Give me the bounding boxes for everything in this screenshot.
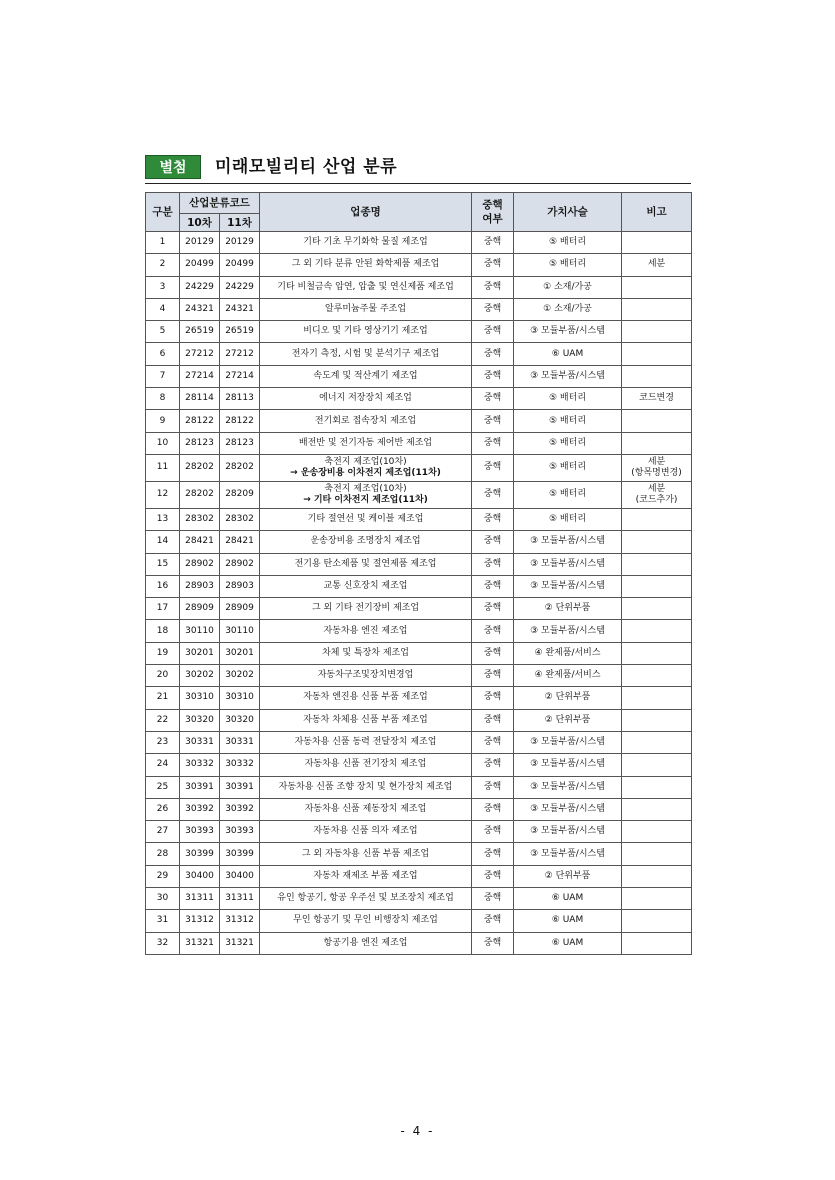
code-10: 30320 [180,709,220,731]
focus-flag: 중핵 [472,731,514,753]
value-chain: ⑤ 배터리 [514,432,622,454]
code-10: 30392 [180,798,220,820]
focus-flag: 중핵 [472,276,514,298]
row-number: 26 [146,798,180,820]
industry-name: 전자기 측정, 시험 및 분석기구 제조업 [260,343,472,365]
industry-name-line2: → 운송장비용 이차전지 제조업(11차) [290,467,441,478]
row-number: 32 [146,932,180,954]
value-chain: ① 소재/가공 [514,276,622,298]
header-focus: 중핵 여부 [472,193,514,232]
industry-name-line1: 축전지 제조업(10차) [324,456,407,467]
code-11: 28903 [220,575,260,597]
table-row [146,598,692,620]
row-number: 15 [146,553,180,575]
code-11: 28123 [220,432,260,454]
table-row [146,731,692,753]
row-number: 19 [146,642,180,664]
note [622,454,692,481]
row-number: 4 [146,298,180,320]
note [622,598,692,620]
focus-flag: 중핵 [472,432,514,454]
table-row [146,888,692,910]
focus-flag: 중핵 [472,888,514,910]
code-11: 20129 [220,232,260,254]
row-number: 31 [146,910,180,932]
industry-name: 그 외 자동차용 신품 부품 제조업 [260,843,472,865]
code-10: 26519 [180,321,220,343]
industry-name: 자동차용 신품 전기장치 제조업 [260,754,472,776]
industry-name: 자동차용 신품 의자 제조업 [260,821,472,843]
value-chain: ③ 모듈부품/시스템 [514,754,622,776]
table-row [146,843,692,865]
code-10: 28122 [180,410,220,432]
code-10: 31311 [180,888,220,910]
code-11: 31311 [220,888,260,910]
focus-flag: 중핵 [472,365,514,387]
code-11: 31312 [220,910,260,932]
note [622,508,692,530]
note-line1: 세분 [647,456,666,467]
industry-name: 전기회로 접속장치 제조업 [260,410,472,432]
table-row [146,910,692,932]
value-chain: ⑤ 배터리 [514,454,622,481]
focus-flag: 중핵 [472,321,514,343]
value-chain: ③ 모듈부품/시스템 [514,731,622,753]
table-row [146,798,692,820]
value-chain: ⑤ 배터리 [514,481,622,508]
industry-name: 자동차 재제조 부품 제조업 [260,865,472,887]
note [622,910,692,932]
row-number: 7 [146,365,180,387]
code-11: 30201 [220,642,260,664]
code-11: 30391 [220,776,260,798]
value-chain: ③ 모듈부품/시스템 [514,798,622,820]
industry-name: 배전반 및 전기자동 제어반 제조업 [260,432,472,454]
code-10: 20129 [180,232,220,254]
table-row [146,432,692,454]
code-11: 30110 [220,620,260,642]
value-chain: ⑤ 배터리 [514,254,622,276]
note [622,843,692,865]
code-11: 28113 [220,388,260,410]
code-10: 30202 [180,665,220,687]
code-10: 28421 [180,531,220,553]
focus-flag: 중핵 [472,254,514,276]
row-number: 18 [146,620,180,642]
table-row [146,665,692,687]
focus-flag: 중핵 [472,508,514,530]
code-10: 31321 [180,932,220,954]
code-10: 30391 [180,776,220,798]
note: 세분 [622,254,692,276]
focus-flag: 중핵 [472,932,514,954]
industry-name: 비디오 및 기타 영상기기 제조업 [260,321,472,343]
code-10: 31312 [180,910,220,932]
note [622,731,692,753]
header-value-chain: 가치사슬 [514,193,622,232]
code-10: 30310 [180,687,220,709]
note [622,665,692,687]
row-number: 5 [146,321,180,343]
value-chain: ⑤ 배터리 [514,410,622,432]
code-11: 30400 [220,865,260,887]
industry-name: 전기용 탄소제품 및 절연제품 제조업 [260,553,472,575]
industry-name: 무인 항공기 및 무인 비행장치 제조업 [260,910,472,932]
header-no: 구분 [146,193,180,232]
industry-name: 기타 기초 무기화학 물질 제조업 [260,232,472,254]
note [622,687,692,709]
value-chain: ⑥ UAM [514,932,622,954]
note [622,798,692,820]
note [622,531,692,553]
code-10: 30400 [180,865,220,887]
value-chain: ③ 모듈부품/시스템 [514,365,622,387]
industry-name: 유인 항공기, 항공 우주선 및 보조장치 제조업 [260,888,472,910]
code-11: 28421 [220,531,260,553]
table-row [146,365,692,387]
code-10: 20499 [180,254,220,276]
industry-name: 기타 절연선 및 케이블 제조업 [260,508,472,530]
value-chain: ④ 완제품/서비스 [514,642,622,664]
table-row [146,321,692,343]
code-11: 30332 [220,754,260,776]
code-11: 28209 [220,481,260,508]
code-11: 26519 [220,321,260,343]
table-row [146,276,692,298]
code-11: 24229 [220,276,260,298]
row-number: 9 [146,410,180,432]
code-11: 30310 [220,687,260,709]
value-chain: ⑤ 배터리 [514,508,622,530]
code-11: 30392 [220,798,260,820]
code-10: 24321 [180,298,220,320]
note [622,709,692,731]
note-line2: (코드추가) [635,494,678,505]
focus-flag: 중핵 [472,798,514,820]
focus-flag: 중핵 [472,481,514,508]
table-body [146,232,692,955]
row-number: 3 [146,276,180,298]
header-code10: 10차 [180,214,220,232]
table-row [146,776,692,798]
row-number: 27 [146,821,180,843]
row-number: 6 [146,343,180,365]
industry-name: 차체 및 특장차 제조업 [260,642,472,664]
note [622,776,692,798]
focus-flag: 중핵 [472,232,514,254]
table-row [146,388,692,410]
row-number: 1 [146,232,180,254]
code-11: 31321 [220,932,260,954]
focus-flag: 중핵 [472,575,514,597]
industry-name: 기타 비철금속 압연, 압출 및 연신제품 제조업 [260,276,472,298]
focus-flag: 중핵 [472,531,514,553]
code-10: 30331 [180,731,220,753]
value-chain: ③ 모듈부품/시스템 [514,843,622,865]
value-chain: ⑥ UAM [514,910,622,932]
value-chain: ③ 모듈부품/시스템 [514,776,622,798]
row-number: 2 [146,254,180,276]
industry-name: 항공기용 엔진 제조업 [260,932,472,954]
note: 코드변경 [622,388,692,410]
table-row [146,508,692,530]
table-row [146,298,692,320]
table-row [146,553,692,575]
note [622,642,692,664]
code-10: 27212 [180,343,220,365]
row-number: 28 [146,843,180,865]
industry-name [260,454,472,481]
row-number: 22 [146,709,180,731]
code-10: 30332 [180,754,220,776]
value-chain: ③ 모듈부품/시스템 [514,531,622,553]
industry-name: 운송장비용 조명장치 제조업 [260,531,472,553]
code-11: 30331 [220,731,260,753]
value-chain: ③ 모듈부품/시스템 [514,620,622,642]
table-row [146,410,692,432]
value-chain: ③ 모듈부품/시스템 [514,821,622,843]
focus-flag: 중핵 [472,410,514,432]
code-11: 30393 [220,821,260,843]
industry-name-line1: 축전지 제조업(10차) [324,483,407,494]
table-row [146,754,692,776]
table-row [146,343,692,365]
value-chain: ② 단위부품 [514,598,622,620]
code-10: 28123 [180,432,220,454]
code-10: 24229 [180,276,220,298]
industry-name: 자동차구조및장치변경업 [260,665,472,687]
note [622,932,692,954]
note [622,321,692,343]
industry-name: 알루미늄주물 주조업 [260,298,472,320]
focus-flag: 중핵 [472,553,514,575]
note [622,620,692,642]
header-name: 업종명 [260,193,472,232]
row-number: 20 [146,665,180,687]
code-10: 30110 [180,620,220,642]
code-11: 28909 [220,598,260,620]
note [622,276,692,298]
industry-name [260,481,472,508]
code-10: 27214 [180,365,220,387]
note [622,432,692,454]
row-number: 12 [146,481,180,508]
note [622,481,692,508]
focus-flag: 중핵 [472,454,514,481]
note [622,298,692,320]
focus-flag: 중핵 [472,821,514,843]
industry-name: 자동차용 엔진 제조업 [260,620,472,642]
code-10: 30399 [180,843,220,865]
code-11: 28202 [220,454,260,481]
industry-classification-table [145,192,692,955]
code-11: 30202 [220,665,260,687]
focus-flag: 중핵 [472,687,514,709]
industry-name: 자동차 엔진용 신품 부품 제조업 [260,687,472,709]
table-row [146,454,692,481]
focus-flag: 중핵 [472,709,514,731]
table-row [146,232,692,254]
code-10: 28903 [180,575,220,597]
focus-flag: 중핵 [472,620,514,642]
value-chain: ⑤ 배터리 [514,388,622,410]
table-row [146,932,692,954]
code-11: 24321 [220,298,260,320]
row-number: 24 [146,754,180,776]
code-10: 28902 [180,553,220,575]
code-11: 30320 [220,709,260,731]
row-number: 30 [146,888,180,910]
page-number: - 4 - [400,1124,435,1138]
value-chain: ① 소재/가공 [514,298,622,320]
table-row [146,254,692,276]
industry-name-line2: → 기타 이차전지 제조업(11차) [303,494,428,505]
code-10: 28114 [180,388,220,410]
attachment-badge: 별첨 [145,155,201,179]
note-line2: (항목명변경) [631,467,682,478]
header-code-group: 산업분류코드 [180,193,260,214]
code-11: 28122 [220,410,260,432]
focus-flag: 중핵 [472,754,514,776]
section-header [145,153,691,184]
industry-name: 그 외 기타 분류 안된 화학제품 제조업 [260,254,472,276]
value-chain: ③ 모듈부품/시스템 [514,575,622,597]
code-10: 30201 [180,642,220,664]
focus-flag: 중핵 [472,642,514,664]
note [622,575,692,597]
focus-flag: 중핵 [472,298,514,320]
table-row [146,481,692,508]
row-number: 17 [146,598,180,620]
row-number: 13 [146,508,180,530]
value-chain: ② 단위부품 [514,865,622,887]
focus-flag: 중핵 [472,865,514,887]
note [622,553,692,575]
table-row [146,821,692,843]
code-10: 28302 [180,508,220,530]
industry-name: 교통 신호장치 제조업 [260,575,472,597]
row-number: 16 [146,575,180,597]
code-10: 28202 [180,481,220,508]
table-row [146,687,692,709]
code-11: 30399 [220,843,260,865]
industry-name: 자동차 차체용 신품 부품 제조업 [260,709,472,731]
focus-flag: 중핵 [472,598,514,620]
header-note: 비고 [622,193,692,232]
industry-name: 자동차용 신품 제동장치 제조업 [260,798,472,820]
code-10: 30393 [180,821,220,843]
note-line1: 세분 [647,483,666,494]
code-11: 27212 [220,343,260,365]
value-chain: ③ 모듈부품/시스템 [514,321,622,343]
page-title: 미래모빌리티 산업 분류 [215,157,398,177]
industry-name: 그 외 기타 전기장비 제조업 [260,598,472,620]
row-number: 8 [146,388,180,410]
note [622,410,692,432]
focus-flag: 중핵 [472,843,514,865]
industry-name: 속도계 및 적산계기 제조업 [260,365,472,387]
note [622,232,692,254]
code-11: 27214 [220,365,260,387]
focus-flag: 중핵 [472,776,514,798]
table-row [146,531,692,553]
industry-name: 에너지 저장장치 제조업 [260,388,472,410]
row-number: 14 [146,531,180,553]
focus-flag: 중핵 [472,388,514,410]
value-chain: ③ 모듈부품/시스템 [514,553,622,575]
note [622,821,692,843]
value-chain: ④ 완제품/서비스 [514,665,622,687]
focus-flag: 중핵 [472,910,514,932]
value-chain: ⑥ UAM [514,888,622,910]
code-10: 28909 [180,598,220,620]
table-row [146,709,692,731]
row-number: 23 [146,731,180,753]
value-chain: ② 단위부품 [514,687,622,709]
note [622,888,692,910]
value-chain: ⑤ 배터리 [514,232,622,254]
row-number: 21 [146,687,180,709]
value-chain: ② 단위부품 [514,709,622,731]
table-row [146,575,692,597]
table-row [146,642,692,664]
code-11: 28902 [220,553,260,575]
row-number: 11 [146,454,180,481]
row-number: 10 [146,432,180,454]
row-number: 29 [146,865,180,887]
table-row [146,620,692,642]
code-10: 28202 [180,454,220,481]
note [622,365,692,387]
note [622,343,692,365]
note [622,865,692,887]
code-11: 20499 [220,254,260,276]
row-number: 25 [146,776,180,798]
table-row [146,865,692,887]
header-code11: 11차 [220,214,260,232]
value-chain: ⑥ UAM [514,343,622,365]
focus-flag: 중핵 [472,665,514,687]
note [622,754,692,776]
industry-name: 자동차용 신품 동력 전달장치 제조업 [260,731,472,753]
industry-name: 자동차용 신품 조향 장치 및 현가장치 제조업 [260,776,472,798]
code-11: 28302 [220,508,260,530]
focus-flag: 중핵 [472,343,514,365]
